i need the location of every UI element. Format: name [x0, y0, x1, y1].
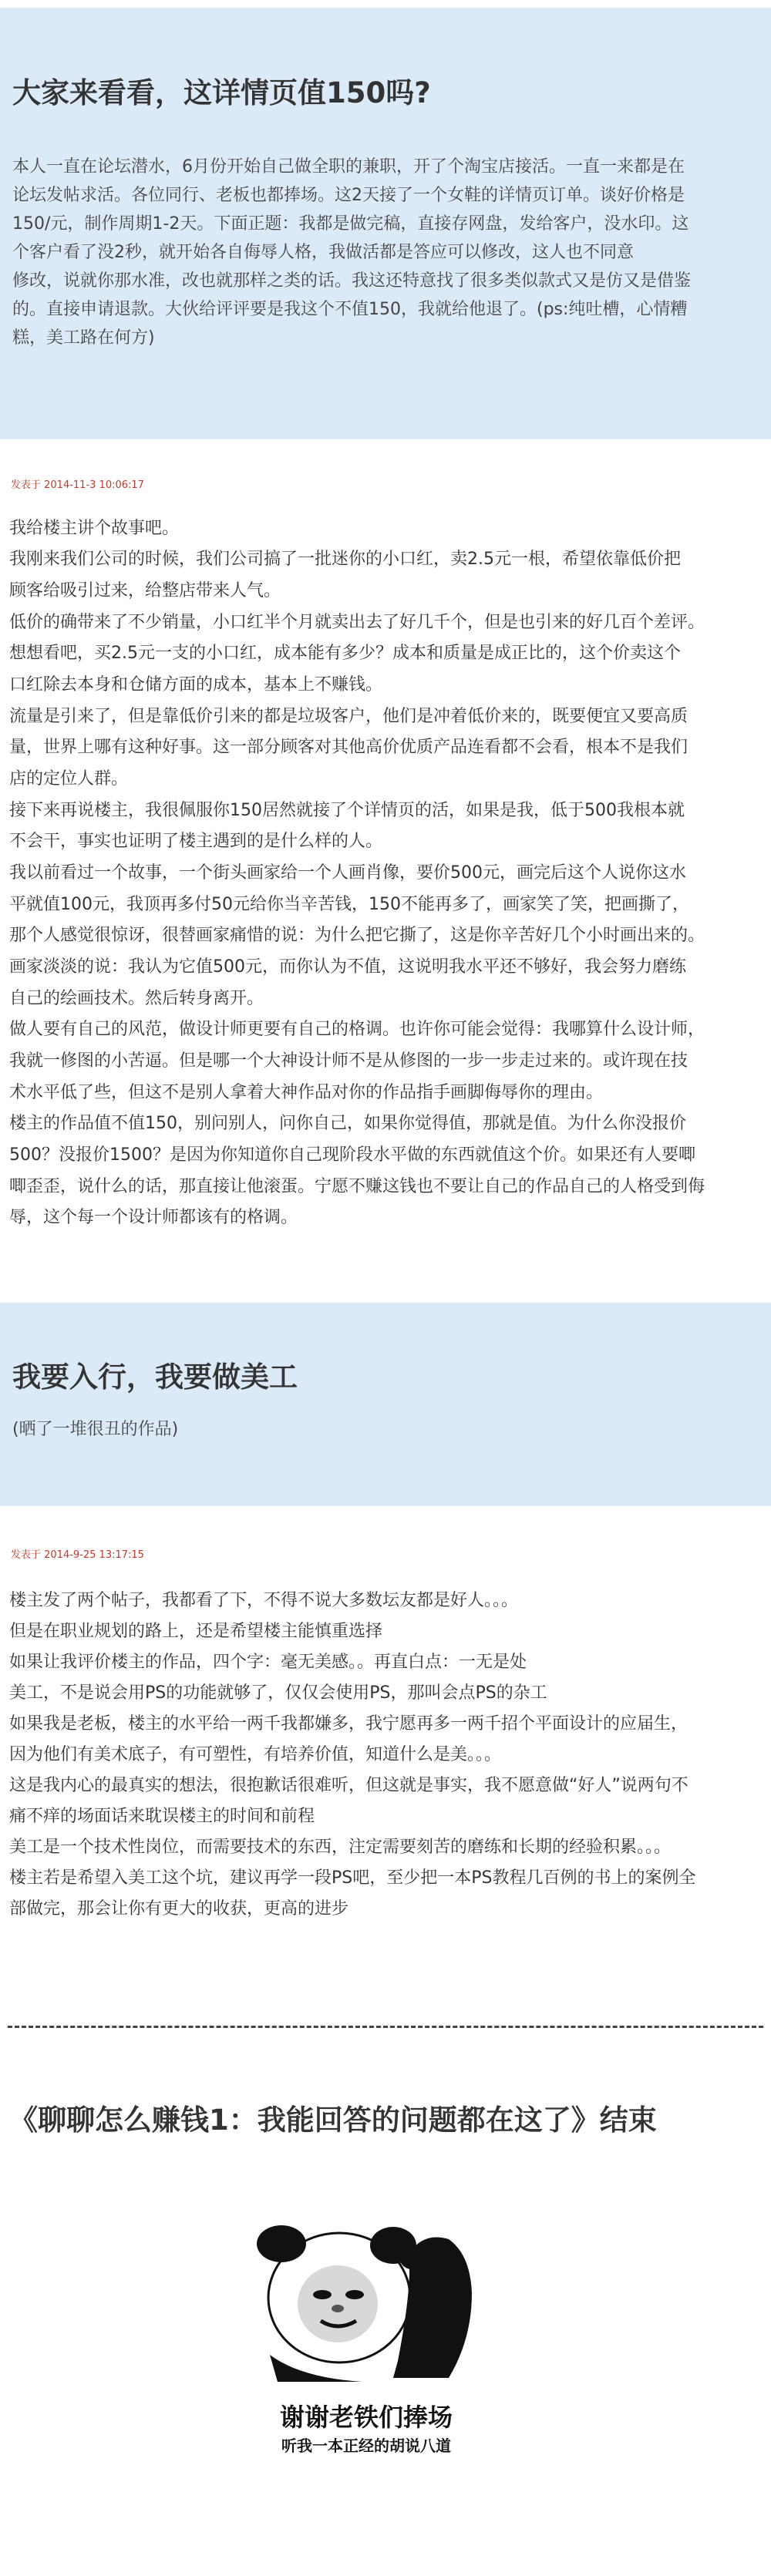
- post-body: [12, 153, 752, 352]
- post-question-block-2: [0, 1303, 771, 1506]
- reply-line: 自己的绘画技术。然后转身离开。: [9, 989, 264, 1008]
- post-body-line: 论坛发帖求活。各位同行、老板也都捧场。这2天接了一个女鞋的详情页订单。谈好价格是: [12, 186, 685, 205]
- reply-line: 想想看吧，买2.5元一支的小口红，成本能有多少？成本和质量是成正比的，这个价卖这个: [9, 644, 681, 663]
- reply-line: 因为他们有美术底子，有可塑性，有培养价值，知道什么是美。。。: [9, 1745, 502, 1764]
- reply-line: 500？没报价1500？是因为你知道你自己现阶段水平做的东西就值这个价。如果还有人要唧: [9, 1145, 695, 1165]
- reply-line: 术水平低了些，但这不是别人拿着大神作品对你的作品指手画脚侮辱你的理由。: [9, 1083, 604, 1102]
- section-divider: [8, 2026, 763, 2028]
- reply-line: 接下来再说楼主，我很佩服你150居然就接了个详情页的活，如果是我，低于500我根本就: [9, 801, 685, 820]
- post-question-block: [0, 8, 771, 439]
- post-title: 大家来看看，这详情页值150吗?: [12, 76, 431, 109]
- reply-line: 顾客给吸引过来，给整店带来人气。: [9, 581, 281, 600]
- reply-line: 唧歪歪，说什么的话，那直接让他滚蛋。宁愿不赚这钱也不要让自己的作品自己的人格受到侮: [9, 1177, 705, 1196]
- post-body-line: 糕，美工路在何方): [12, 328, 155, 348]
- reply-line: 不会干，事实也证明了楼主遇到的是什么样的人。: [9, 832, 383, 851]
- reply-line: 那个人感觉很惊讶，很替画家痛惜的说：为什么把它撕了，这是你辛苦好几个小时画出来的。: [9, 926, 705, 945]
- reply-line: 低价的确带来了不少销量，小口红半个月就卖出去了好几千个，但是也引来的好几百个差评。: [9, 613, 705, 632]
- reply-line: 我以前看过一个故事，一个街头画家给一个人画肖像，要价500元，画完后这个人说你这水: [9, 863, 686, 883]
- post-body-line: 的。直接申请退款。大伙给评评要是我这个不值150，我就给他退了。(ps:纯吐槽，心情糟: [12, 300, 688, 319]
- reply-line: 美工是一个技术性岗位，而需要技术的东西，注定需要刻苦的磨练和长期的经验积累。。。: [9, 1838, 672, 1857]
- reply-line: 但是在职业规划的路上，还是希望楼主能慎重选择: [9, 1622, 383, 1641]
- reply-line: 部做完，那会让你有更大的收获，更高的进步: [9, 1899, 349, 1919]
- reply-line: 平就值100元，我顶再多付50元给你当辛苦钱，150不能再多了，画家笑了笑，把画撕了，: [9, 895, 689, 914]
- reply-line: 店的定位人群。: [9, 769, 129, 789]
- reply-line: 楼主的作品值不值150，别问别人，问你自己，如果你觉得值，那就是值。为什么你没报价: [9, 1114, 686, 1133]
- meme-image: [247, 2224, 486, 2455]
- panda-meme-icon: [247, 2224, 486, 2386]
- reply-line: 如果让我评价楼主的作品，四个字：毫无美感。。再直白点：一无是处: [9, 1653, 527, 1672]
- post-body-line: 本人一直在论坛潜水，6月份开始自己做全职的兼职，开了个淘宝店接活。一直一来都是在: [12, 157, 685, 177]
- reply-line: 痛不痒的场面话来耽误楼主的时间和前程: [9, 1807, 315, 1826]
- reply-line: 量，世界上哪有这种好事。这一部分顾客对其他高价优质产品连看都不会看，根本不是我们: [9, 738, 689, 757]
- reply-timestamp: 发表于 2014-11-3 10:06:17: [11, 479, 144, 491]
- post-title: 我要入行，我要做美工: [12, 1360, 298, 1394]
- post-body-line: 150/元，制作周期1-2天。下面正题：我都是做完稿，直接存网盘，发给客户，没水印。这: [12, 214, 689, 234]
- reply-line: 辱，这个每一个设计师都该有的格调。: [9, 1208, 298, 1227]
- meme-caption: 谢谢老铁们捧场: [279, 2403, 453, 2432]
- reply-line: 楼主发了两个帖子，我都看了下，不得不说大多数坛友都是好人。。。: [9, 1591, 519, 1610]
- reply-line: 我刚来我们公司的时候，我们公司搞了一批迷你的小口红，卖2.5元一根，希望依靠低价把: [9, 550, 681, 569]
- reply-line: 美工，不是说会用PS的功能就够了，仅仅会使用PS，那叫会点PS的杂工: [9, 1683, 547, 1703]
- post-body-line: 个客户看了没2秒，就开始各自侮辱人格，我做活都是答应可以修改，这人也不同意: [12, 243, 634, 262]
- reply-line: 流量是引来了，但是靠低价引来的都是垃圾客户，他们是冲着低价来的，既要便宜又要高质: [9, 707, 689, 726]
- reply-line: 口红除去本身和仓储方面的成本，基本上不赚钱。: [9, 675, 383, 694]
- meme-subcaption: 听我一本正经的胡说八道: [281, 2436, 451, 2455]
- reply-line: 如果我是老板，楼主的水平给一两千我都嫌多，我宁愿再多一两千招个平面设计的应届生，: [9, 1714, 689, 1734]
- reply-timestamp: 发表于 2014-9-25 13:17:15: [11, 1549, 144, 1561]
- reply-line: 这是我内心的最真实的想法，很抱歉话很难听，但这就是事实，我不愿意做“好人”说两句不: [9, 1776, 689, 1795]
- reply-line: 做人要有自己的风范，做设计师更要有自己的格调。也许你可能会觉得：我哪算什么设计师，: [9, 1020, 705, 1039]
- reply-line: 楼主若是希望入美工这个坑，建议再学一段PS吧，至少把一本PS教程几百例的书上的案例全: [9, 1868, 696, 1888]
- post-body: (晒了一堆很丑的作品): [12, 1420, 179, 1439]
- ending-title: 《聊聊怎么赚钱1：我能回答的问题都在这了》结束: [9, 2104, 657, 2137]
- reply-line: 我给楼主讲个故事吧。: [9, 519, 180, 538]
- post-body-line: 修改，说就你那水准，改也就那样之类的话。我这还特意找了很多类似款式又是仿又是借鉴: [12, 271, 692, 291]
- reply-line: 画家淡淡的说：我认为它值500元，而你认为不值，这说明我水平还不够好，我会努力磨练: [9, 957, 686, 977]
- reply-line: 我就一修图的小苦逼。但是哪一个大神设计师不是从修图的一步一步走过来的。或许现在技: [9, 1051, 689, 1071]
